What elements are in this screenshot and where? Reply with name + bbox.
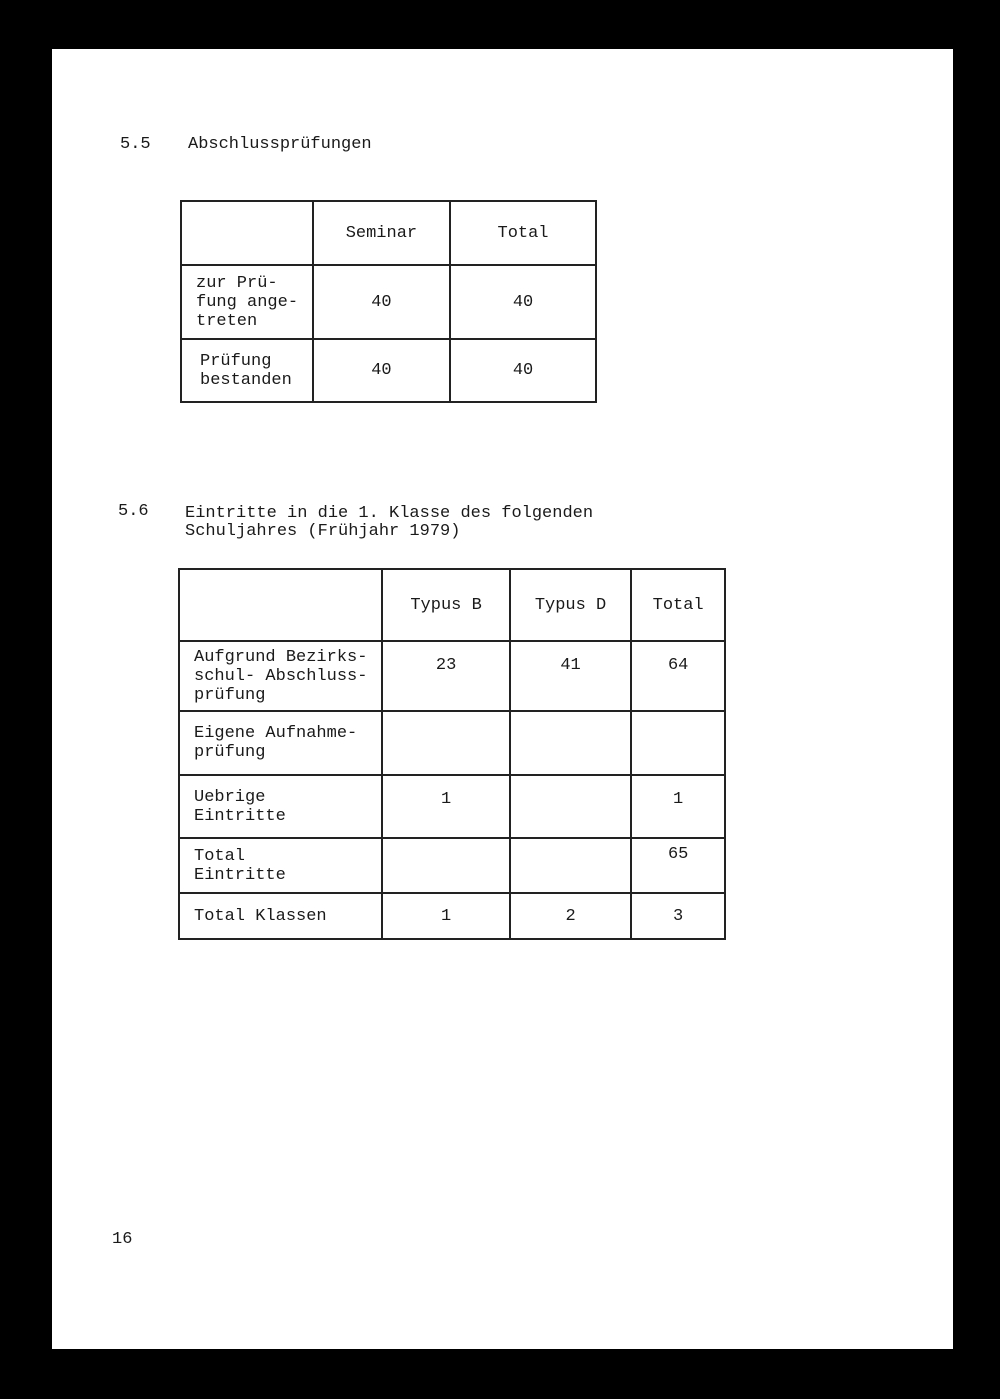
row-label-uebrige: Uebrige Eintritte [194,787,286,826]
cell-total-eintritte-total: 65 [631,838,725,893]
section-5-6-title-line1: Eintritte in die 1. Klasse des folgenden [185,504,594,523]
row-label-total-klassen: Total Klassen [194,906,327,926]
table-row [179,711,725,775]
table-header-row [179,569,725,641]
header-typus-b: Typus B [382,569,509,641]
table-row [181,339,596,402]
cell-eigene-typus-b [382,711,509,775]
cell-uebrige-typus-d [510,775,631,838]
page-number: 16 [112,1230,133,1249]
table-row [179,893,725,939]
row-label-bestanden: Prüfung bestanden [200,351,292,390]
document-page [52,49,953,1349]
cell-bezirksschule-total: 64 [631,641,725,711]
row-label-eigene-aufnahme: Eigene Aufnahme- prüfung [194,724,358,762]
table-row [179,838,725,893]
cell-total-klassen-typus-b: 1 [382,893,509,939]
row-label-angetreten: zur Prü- fung ange- treten [196,273,299,331]
header-cell-empty [181,201,313,265]
cell-angetreten-total: 40 [450,265,596,339]
section-5-5-title: Abschlussprüfungen [188,135,372,154]
cell-angetreten-seminar: 40 [313,265,450,339]
header-typus-d: Typus D [510,569,631,641]
section-5-5-number: 5.5 [120,135,151,154]
eintritte-table [178,568,726,940]
cell-bestanden-total: 40 [450,339,596,402]
header-total: Total [450,201,596,265]
header-total: Total [631,569,725,641]
table-header-row [181,201,596,265]
cell-uebrige-typus-b: 1 [382,775,509,838]
cell-bestanden-seminar: 40 [313,339,450,402]
header-seminar: Seminar [313,201,450,265]
cell-bezirksschule-typus-b: 23 [382,641,509,711]
cell-uebrige-total: 1 [631,775,725,838]
cell-bezirksschule-typus-d: 41 [510,641,631,711]
cell-total-eintritte-typus-d [510,838,631,893]
cell-total-klassen-total: 3 [631,893,725,939]
row-label-total-eintritte: Total Eintritte [194,846,286,885]
row-label-bezirksschule: Aufgrund Bezirks- schul- Abschluss- prüfung [194,647,368,705]
cell-total-eintritte-typus-b [382,838,509,893]
table-row [179,641,725,711]
header-cell-empty [179,569,382,641]
table-row [181,265,596,339]
cell-total-klassen-typus-d: 2 [510,893,631,939]
section-5-6-number: 5.6 [118,502,149,521]
table-row [179,775,725,838]
section-5-6-title-line2: Schuljahres (Frühjahr 1979) [185,522,461,541]
cell-eigene-total [631,711,725,775]
abschlusspruefungen-table [180,200,597,403]
cell-eigene-typus-d [510,711,631,775]
